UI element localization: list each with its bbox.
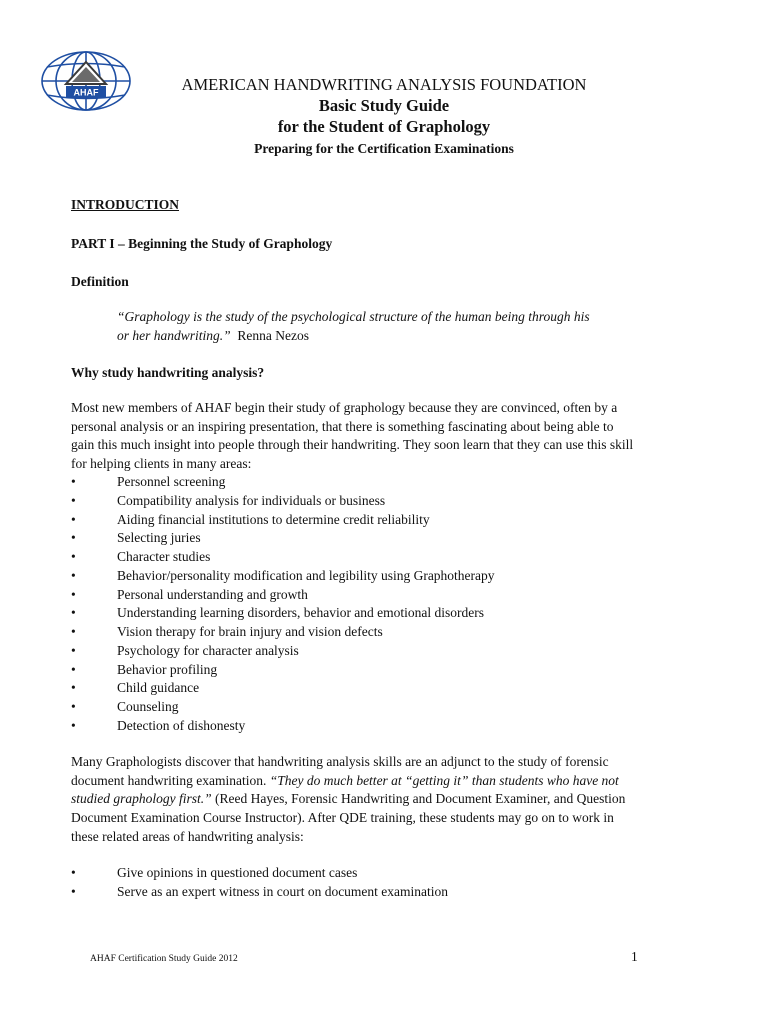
hayes-quote: “They do much better at “getting it” than students who have not <box>269 772 619 788</box>
definition-heading: Definition <box>71 274 129 289</box>
list-item <box>71 604 711 623</box>
paragraph-line: for helping clients in many areas: <box>71 456 252 472</box>
quote-attribution: Renna Nezos <box>237 327 310 343</box>
paragraph-line: personal analysis or an inspiring presentation, that there is something fascinating about being able to <box>71 418 614 434</box>
paragraph-line <box>71 790 711 809</box>
list-item <box>71 679 711 698</box>
bullet: • <box>71 530 76 546</box>
document-title: Basic Study Guide <box>318 96 450 115</box>
bullet: • <box>71 586 76 602</box>
bullet: • <box>71 605 76 621</box>
paragraph-line: Many Graphologists discover that handwriting analysis skills are an adjunct to the study of forensic <box>71 754 609 769</box>
list-item-text: Behavior/personality modification and legibility using Graphotherapy <box>117 567 495 583</box>
list-item-text: Personal understanding and growth <box>117 586 308 602</box>
list-item <box>71 567 711 586</box>
bullet: • <box>71 642 76 658</box>
list-item-text: Selecting juries <box>117 530 201 546</box>
paragraph-line: Document Examination Course Instructor). After QDE training, these students may go on to work in <box>71 810 614 826</box>
paragraph-line <box>71 772 711 791</box>
paragraph-text: document handwriting examination. <box>71 772 267 788</box>
list-item-text: Psychology for character analysis <box>117 642 299 658</box>
footer-label: AHAF Certification Study Guide 2012 <box>90 954 238 964</box>
list-item-text: Give opinions in questioned document cases <box>117 865 358 880</box>
list-item <box>71 473 711 492</box>
document-header <box>140 74 628 159</box>
list-item-text: Aiding financial institutions to determine credit reliability <box>117 511 430 527</box>
paragraph-text: (Reed Hayes, Forensic Handwriting and Document Examiner, and Question <box>215 791 626 807</box>
why-heading: Why study handwriting analysis? <box>71 365 265 380</box>
logo-text: AHAF <box>73 87 99 98</box>
list-item <box>71 623 711 642</box>
list-item <box>71 492 711 511</box>
list-item <box>71 642 711 661</box>
page-number: 1 <box>631 949 638 964</box>
definition-quote <box>117 308 677 345</box>
uses-list <box>71 473 711 736</box>
bullet: • <box>71 680 76 696</box>
document-subtitle: for the Student of Graphology <box>277 117 491 136</box>
list-item <box>71 864 711 883</box>
list-item <box>71 548 711 567</box>
bullet: • <box>71 492 76 508</box>
related-areas-list <box>71 864 711 902</box>
list-item-text: Personnel screening <box>117 474 226 489</box>
paragraph-line: these related areas of handwriting analysis: <box>71 828 304 844</box>
introduction-heading: INTRODUCTION <box>71 197 180 212</box>
bullet: • <box>71 511 76 527</box>
bullet: • <box>71 717 76 733</box>
list-item-text: Child guidance <box>117 680 200 696</box>
list-item <box>71 717 711 736</box>
paragraph-line: Most new members of AHAF begin their study of graphology because they are convinced, often by a <box>71 400 618 415</box>
bullet: • <box>71 883 76 899</box>
bullet: • <box>71 567 76 583</box>
quote-line-2: or her handwriting.” <box>117 327 231 343</box>
list-item-text: Behavior profiling <box>117 661 218 677</box>
organization-name: AMERICAN HANDWRITING ANALYSIS FOUNDATION <box>181 75 587 94</box>
list-item <box>71 511 711 530</box>
bullet: • <box>71 699 76 714</box>
list-item <box>71 586 711 605</box>
forensic-paragraph <box>71 753 711 846</box>
list-item-text: Detection of dishonesty <box>117 717 246 733</box>
list-item-text: Character studies <box>117 549 211 564</box>
intro-paragraph <box>71 399 711 474</box>
list-item <box>71 661 711 680</box>
ahaf-globe-logo <box>40 50 132 112</box>
list-item <box>71 883 711 902</box>
hayes-quote-end: studied graphology first.” <box>71 791 212 807</box>
list-item-text: Compatibility analysis for individuals or business <box>117 492 386 508</box>
bullet: • <box>71 474 76 489</box>
bullet: • <box>71 865 76 880</box>
document-purpose: Preparing for the Certification Examinations <box>254 141 514 156</box>
bullet: • <box>71 549 76 564</box>
paragraph-line: gain this much insight into people through their handwriting. They soon learn that they can use this skill <box>71 437 634 453</box>
bullet: • <box>71 624 76 639</box>
list-item <box>71 698 711 717</box>
list-item-text: Counseling <box>117 699 179 714</box>
list-item-text: Vision therapy for brain injury and vision defects <box>117 624 383 639</box>
quote-line-1: “Graphology is the study of the psychological structure of the human being through his <box>117 309 590 324</box>
list-item <box>71 529 711 548</box>
part1-heading: PART I – Beginning the Study of Graphology <box>71 236 333 251</box>
list-item-text: Serve as an expert witness in court on document examination <box>117 883 449 899</box>
list-item-text: Understanding learning disorders, behavior and emotional disorders <box>117 605 485 621</box>
bullet: • <box>71 661 76 677</box>
